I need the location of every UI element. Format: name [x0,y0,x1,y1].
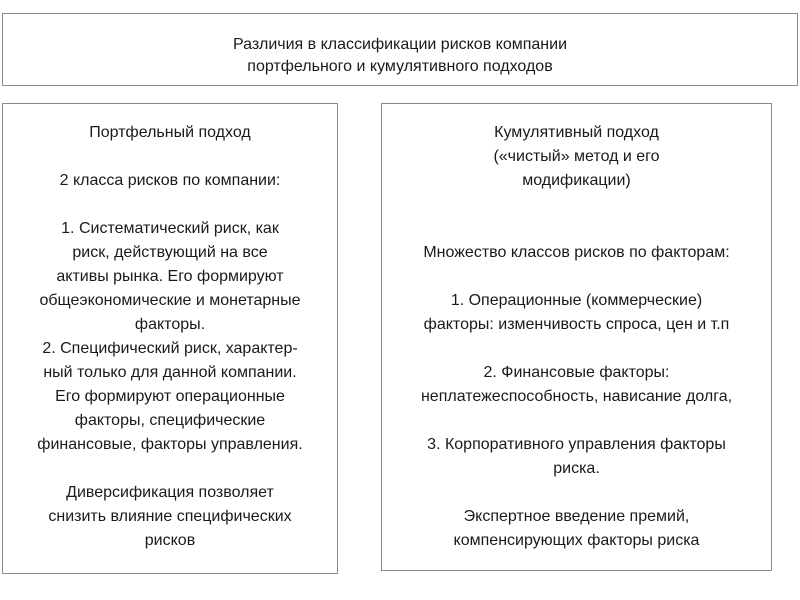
portfolio-approach-box [2,103,338,574]
cumulative-text-line: Кумулятивный подход [494,124,659,141]
portfolio-text-line: 2 класса рисков по компании: [59,172,281,189]
blank-line [382,337,771,361]
portfolio-text-line: финансовые, факторы управления. [37,436,303,453]
title-line: портфельного и кумулятивного подходов [247,58,553,75]
cumulative-text-line: Экспертное введение премий, [463,508,690,525]
portfolio-text-line: 1. Систематический риск, как [61,220,279,237]
cumulative-text-line: 1. Операционные (коммерческие) [450,292,703,309]
portfolio-text-line: ный только для данной компании. [43,364,297,381]
cumulative-approach-box [381,103,772,571]
portfolio-text-line: Портфельный подход [89,124,251,141]
portfolio-text-line: факторы. [134,316,206,333]
title-line: Различия в классификации рисков компании [232,36,567,53]
blank-line [382,265,771,289]
portfolio-text-line: общеэкономические и монетарные [39,292,301,309]
portfolio-text-line: факторы, специфические [74,412,266,429]
cumulative-text-line: модификации) [522,172,631,189]
blank-line [3,145,337,169]
cumulative-text-line: 2. Финансовые факторы: [483,364,670,381]
portfolio-text-line: Его формируют операционные [55,388,285,405]
portfolio-text-line: рисков [144,532,196,549]
cumulative-text-line: («чистый» метод и его [493,148,660,165]
portfolio-text-line: риск, действующий на все [72,244,268,261]
blank-line [382,217,771,241]
blank-line [382,409,771,433]
blank-line [382,481,771,505]
blank-line [3,457,337,481]
portfolio-text-line: активы рынка. Его формируют [56,268,284,285]
cumulative-text-line: компенсирующих факторы риска [453,532,700,549]
cumulative-text-line: факторы: изменчивость спроса, цен и т.п [423,316,730,333]
cumulative-text-line: риска. [553,460,600,477]
blank-line [3,193,337,217]
cumulative-text-line: 3. Корпоративного управления факторы [427,436,726,453]
portfolio-text-line: 2. Специфический риск, характер- [42,340,298,357]
cumulative-text-line: Множество классов рисков по факторам: [423,244,730,261]
portfolio-text-line: снизить влияние специфических [48,508,292,525]
title-box [2,13,798,86]
cumulative-text-line: неплатежеспособность, нависание долга, [420,388,733,405]
blank-line [382,193,771,217]
portfolio-text-line: Диверсификация позволяет [66,484,274,501]
